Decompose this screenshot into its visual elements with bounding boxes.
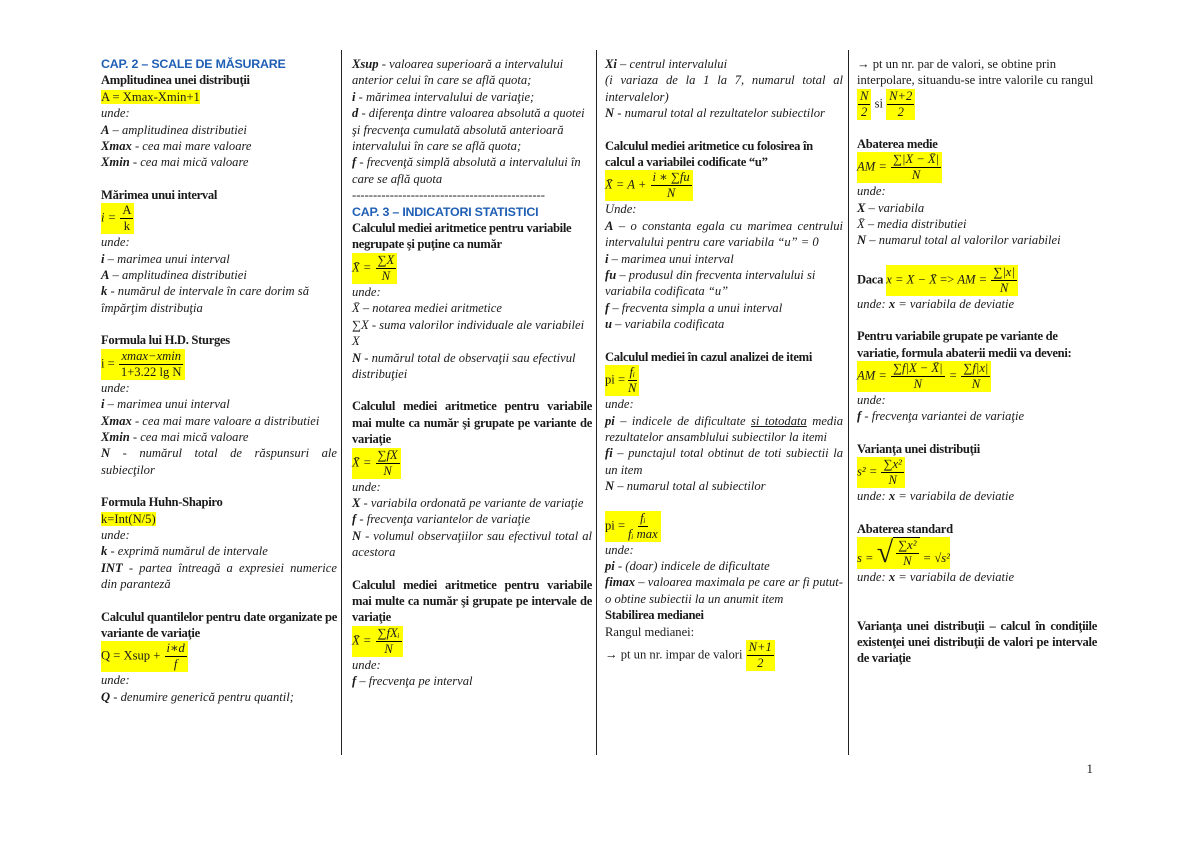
definition: – media distributiei	[864, 217, 967, 232]
item-mean-formula: pi = $\frac{\text{fᵢ}}{N}$	[605, 365, 639, 396]
amplitude-title: Amplitudinea unei distribuţii	[101, 73, 250, 88]
where-label: unde:	[352, 657, 381, 672]
symbol: i	[605, 251, 609, 266]
symbol: k	[101, 284, 108, 299]
column-1	[101, 56, 337, 705]
symbol: N	[857, 233, 867, 248]
symbol: N	[352, 528, 362, 543]
definition: – marimea unui interval	[104, 397, 230, 412]
symbol: A	[101, 268, 110, 283]
symbol: d	[352, 106, 359, 121]
symbol: X	[857, 200, 866, 215]
huhn-shapiro-formula: k=Int(N/5)	[101, 511, 156, 526]
symbol: pi	[605, 413, 615, 428]
coded-mean-title: Calculul mediei aritmetice cu folosirea în calcul a variabilei codificate “u”	[605, 138, 813, 170]
where-label: unde:	[352, 479, 381, 494]
definition: - numarul total al rezultatelor subiectilor	[614, 106, 825, 121]
symbol: fi	[605, 446, 613, 461]
definition: – numarul total al valorilor variabilei	[866, 233, 1061, 248]
symbol: k	[101, 544, 108, 559]
definition: – frecventa simpla a unui interval	[609, 300, 783, 315]
definition: – marimea unui interval	[608, 251, 734, 266]
median-rank-label: Rangul medianei:	[605, 624, 695, 639]
where-label: Unde:	[605, 202, 637, 217]
symbol: f	[352, 512, 357, 527]
column-3: Xi – centrul intervalului (i variaza de la 1 la 7, numarul total al intervalelor) N - numarul total al rezultatelor subiectilor Calculul mediei aritmetice cu folosirea în calcul a variabilei codificate “u” X̄ = A + $\frac{i ∗ \sum fu}{N}$ Unde: A – o constanta egala cu marimea centrului intervalului pentru care variabila “u” = 0 i – marimea unui interval fu – produsul din frecventa intervalului si variabila codificata “u” f – frecventa simpla a unui interval u – variabila codificata Calculul mediei în cazul analizei de itemi pi = $\frac{\text{fᵢ}}{N}$ unde: pi – indicele de dificultate si totodata media rezultatelor ansamblului subiectilor la itemi fi – punctajul total obtinut de toti subiectii la un item N – numarul total al subiectilor pi = $\frac{\text{fᵢ}}{\text{fᵢ max}}$ unde: pi - (doar) indicele de dificultate fimax – valoarea maximala pe care ar fi putut-o obtine subiectii la un anumit item Stabilirea medianei Rangul medianei: → pt un nr. impar de valori $\frac{N+1}{2}$	[605, 57, 844, 670]
symbol: Xmax	[101, 413, 132, 428]
definition: - cea mai mare valoare	[131, 139, 252, 154]
symbol: pi	[605, 558, 615, 573]
difficulty-index-formula: pi = $\frac{\text{fᵢ}}{\text{fᵢ max}}$	[605, 511, 661, 542]
separator-line: ----------------------------------------------	[352, 188, 545, 203]
column-4: → pt un nr. par de valori, se obtine prin interpolare, situandu-se intre valorile cu rangul $\frac{N}{2}$ si $\frac{N+2}{2}$ Abaterea medie AM = $\frac{\sum|X - X̄|}{N}$ unde: X – variabila X̄ – media distributiei N – numarul total al valorilor variabilei Daca x = X − X̄ => AM = $\frac{\sum|x|}{N}$ unde: x = variabila de deviatie Pentru variabile grupate pe variante de variatie, formula abaterii medii va deveni: AM = $\frac{\sum f|X - X̄|}{N}$ = $\frac{\sum f|x|}{N}$ unde: f - frecvenţa variantei de variaţie Varianţa unei distribuţii s² = $\frac{\text{∑x²}}{N}$ unde: x = variabila de deviatie Abaterea standard s = √ $\frac{\text{∑x²}}{N}$ = √s² unde: x = variabila de deviatie Varianţa unei distribuţii – calcul în condiţiile existenţei unei distribuţii de valori pe intervale de variaţie	[857, 57, 1097, 666]
symbol: Xi	[605, 57, 617, 71]
symbol: u	[605, 317, 613, 332]
column-divider	[341, 50, 342, 755]
mean-grouped-intervals-formula: X̄ = $\frac{\text{∑fXᵢ}}{N}$	[352, 626, 403, 657]
symbol: Xmax	[101, 139, 132, 154]
symbol: X̄	[857, 217, 865, 232]
coded-mean-formula: X̄ = A + $\frac{i ∗ \sum fu}{N}$	[605, 170, 693, 201]
symbol: X	[352, 495, 361, 510]
definition: – variabila codificata	[612, 317, 725, 332]
deviation-formula: x = X − X̄ => AM = $\frac{\sum|x|}{N}$	[886, 265, 1018, 296]
mean-ungrouped-formula: X̄ = $\frac{\sum X}{N}$	[352, 253, 397, 284]
even-rank-b: $\frac{N+2}{2}$	[886, 89, 915, 120]
interval-variance-title: Varianţa unei distribuţii – calcul în condiţiile existenţei unei distribuţii de valori pe intervale de variaţie	[857, 618, 1097, 666]
definition: - exprimă numărul de intervale	[107, 544, 268, 559]
definition: - volumul observaţiilor sau efectivul total al acestora	[352, 528, 592, 560]
symbol: f	[605, 300, 610, 315]
symbol: fu	[605, 268, 617, 283]
grouped-mean-deviation-formula: AM = $\frac{\sum f|X - X̄|}{N}$ = $\frac{\sum f|x|}{N}$	[857, 361, 991, 392]
symbol: N	[605, 106, 615, 121]
definition: - numărul total de răspunsuri ale subiecţilor	[101, 446, 337, 477]
definition: – valoarea maximala pe care ar fi putut-o obtine subiectii la un anumit item	[605, 575, 843, 606]
item-analysis-title: Calculul mediei în cazul analizei de itemi	[605, 349, 813, 364]
grouped-mean-deviation-title: Pentru variabile grupate pe variante de variatie, formula abaterii medii va deveni:	[857, 329, 1072, 360]
definition: - (doar) indicele de dificultate	[614, 558, 770, 573]
sturges-formula: i = $\frac{xmax-xmin}{\text{1+3.22 lg N}}$	[101, 349, 185, 380]
symbol: Xmin	[101, 429, 130, 444]
symbol: INT	[101, 560, 123, 575]
definition: - cea mai mică valoare	[129, 429, 249, 444]
quantile-title: Calculul quantilelor pentru date organizate pe variante de variaţie	[101, 609, 337, 640]
definition: - cea mai mică valoare	[129, 155, 249, 170]
definition: – punctajul total obtinut de toti subiectii la un item	[605, 446, 843, 477]
definition: – variabila	[865, 200, 925, 215]
symbol: fimax	[605, 575, 636, 590]
where-label: unde:	[605, 542, 634, 557]
symbol: i	[101, 251, 105, 266]
where-label: unde:	[101, 527, 130, 542]
column-divider	[848, 50, 849, 755]
where-label: unde:	[857, 184, 886, 199]
definition: – numarul total al subiectilor	[614, 479, 766, 494]
symbol: Xmin	[101, 155, 130, 170]
mean-grouped-variants-title: Calculul mediei aritmetice pentru variabile mai multe ca număr şi grupate pe variante de variaţie	[352, 399, 592, 447]
where-label: unde:	[101, 380, 130, 395]
sturges-title: Formula lui H.D. Sturges	[101, 333, 230, 348]
standard-deviation-title: Abaterea standard	[857, 521, 953, 536]
definition: - frecvenţa variantelor de variaţie	[356, 512, 531, 527]
where-label: unde:	[857, 393, 886, 408]
quantile-formula: Q = Xsup + $\frac{i∗d}{f}$	[101, 641, 188, 672]
note: (i variaza de la 1 la 7, numarul total al intervalelor)	[605, 73, 843, 104]
definition: - denumire generică pentru quantil;	[110, 689, 294, 704]
standard-deviation-formula: s = √ $\frac{\text{∑x²}}{N}$ = √s²	[857, 536, 950, 570]
chapter-3-heading: CAP. 3 – INDICATORI STATISTICI	[352, 204, 539, 219]
definition: - variabila ordonată pe variante de variaţie	[360, 495, 584, 510]
definition: – amplitudinea distributiei	[109, 122, 247, 137]
median-title: Stabilirea medianei	[605, 608, 704, 623]
definition: - mărimea intervalului de variaţie;	[355, 89, 535, 104]
definition: - frecvenţa variantei de variaţie	[861, 409, 1025, 424]
huhn-shapiro-title: Formula Huhn-Shapiro	[101, 495, 223, 510]
definition: - frecvenţă simplă absolută a intervalului în care se află quota	[352, 155, 581, 186]
where-label: unde:	[101, 673, 130, 688]
column-2	[352, 56, 592, 690]
symbol: ∑X	[352, 317, 369, 332]
symbol: A	[101, 122, 110, 137]
definition: - valoarea superioară a intervalului anterior celui în care se află quota;	[352, 57, 564, 88]
column-divider	[596, 50, 597, 755]
definition: - partea întreagă a expresiei numerice din paranteză	[101, 560, 337, 592]
symbol: i	[352, 89, 356, 104]
amplitude-formula: A = Xmax-Xmin+1	[101, 89, 200, 104]
symbol: f	[857, 409, 862, 424]
symbol: f	[352, 674, 357, 689]
mean-deviation-formula: AM = $\frac{\sum|X - X̄|}{N}$	[857, 152, 942, 183]
definition: – produsul din frecventa intervalului si variabila codificata “u”	[605, 268, 816, 299]
symbol: Xsup	[352, 57, 379, 71]
definition: – amplitudinea distributiei	[109, 268, 247, 283]
variance-formula: s² = $\frac{\text{∑x²}}{N}$	[857, 457, 905, 488]
mean-deviation-title: Abaterea medie	[857, 136, 938, 151]
even-rank-a: $\frac{N}{2}$	[857, 89, 871, 120]
definition: – frecvenţa pe interval	[356, 674, 473, 689]
page-number: 1	[1086, 761, 1093, 776]
odd-values-text: → pt un nr. impar de valori	[605, 647, 743, 662]
symbol: X̄	[352, 301, 360, 316]
symbol: N	[605, 479, 615, 494]
definition: – centrul intervalului	[616, 57, 728, 71]
mean-grouped-intervals-title: Calculul mediei aritmetice pentru variabile mai multe ca număr şi grupate pe intervale de variaţie	[352, 577, 592, 625]
definition: - diferenţa dintre valoarea absolută a quotei şi frecvenţa cumulată absolută anterioară intervalului în care se află quota;	[352, 106, 585, 154]
symbol: Q	[101, 689, 111, 704]
definition: – o constanta egala cu marimea centrului intervalului pentru care variabila “u” = 0	[605, 218, 843, 250]
variance-title: Varianţa unei distribuţii	[857, 441, 980, 456]
interval-formula: i = $\frac{A}{k}$	[101, 203, 134, 234]
interval-size-title: Mărimea unui interval	[101, 187, 218, 202]
chapter-2-heading: CAP. 2 – SCALE DE MĂSURARE	[101, 57, 286, 71]
where-label: unde:	[101, 106, 130, 121]
definition: - suma valorilor individuale ale variabilei X	[352, 317, 585, 349]
definition: - numărul de intervale în care dorim să împărţim distribuţia	[101, 284, 309, 315]
mean-ungrouped-title: Calculul mediei aritmetice pentru variabile negrupate şi puţine ca număr	[352, 221, 572, 252]
symbol: f	[352, 155, 357, 170]
symbol: A	[605, 218, 614, 233]
mean-grouped-variants-formula: X̄ = $\frac{\sum fX}{N}$	[352, 448, 401, 479]
odd-median-formula: $\frac{N+1}{2}$	[746, 640, 775, 671]
even-values-text: → pt un nr. par de valori, se obtine prin interpolare, situandu-se intre valorile cu rangul	[857, 57, 1094, 88]
where-label: unde:	[101, 235, 130, 250]
symbol: i	[101, 397, 105, 412]
definition: – notarea mediei aritmetice	[359, 301, 502, 316]
definition: – marimea unui interval	[104, 251, 230, 266]
symbol: N	[352, 350, 362, 365]
where-label: unde:	[605, 397, 634, 412]
definition: - cea mai mare valoare a distributiei	[131, 413, 320, 428]
definition: - numărul total de observaţii sau efectivul distribuţiei	[352, 350, 576, 381]
symbol: N	[101, 446, 111, 461]
where-label: unde:	[352, 284, 381, 299]
